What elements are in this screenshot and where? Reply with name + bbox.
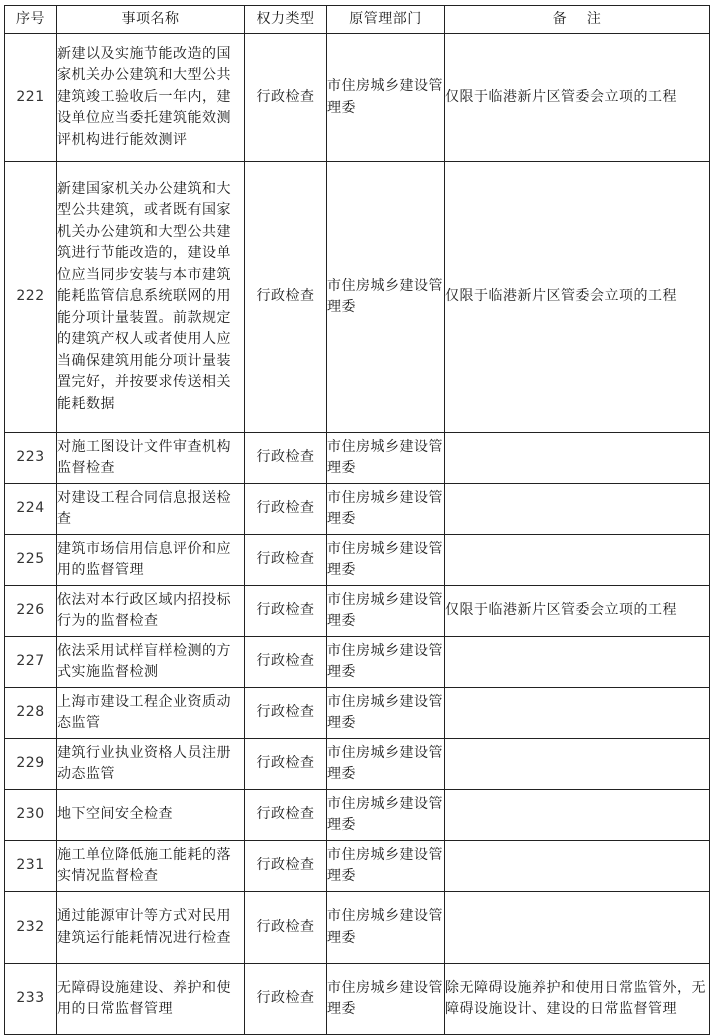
table-row bbox=[5, 535, 710, 586]
remark bbox=[445, 739, 710, 790]
authority-table bbox=[4, 5, 710, 1035]
row-number: 223 bbox=[5, 433, 57, 484]
department: 市住房城乡建设管理委 bbox=[327, 535, 445, 586]
department: 市住房城乡建设管理委 bbox=[327, 637, 445, 688]
table-row bbox=[5, 586, 710, 637]
power-type: 行政检查 bbox=[245, 162, 327, 433]
header-dept: 原管理部门 bbox=[327, 6, 445, 34]
table-row bbox=[5, 484, 710, 535]
row-number: 230 bbox=[5, 790, 57, 841]
power-type: 行政检查 bbox=[245, 892, 327, 964]
department: 市住房城乡建设管理委 bbox=[327, 790, 445, 841]
row-number: 231 bbox=[5, 841, 57, 892]
remark bbox=[445, 841, 710, 892]
power-type: 行政检查 bbox=[245, 637, 327, 688]
table-row bbox=[5, 34, 710, 162]
row-number: 221 bbox=[5, 34, 57, 162]
header-note: 备 注 bbox=[445, 6, 710, 34]
power-type: 行政检查 bbox=[245, 586, 327, 637]
row-number: 222 bbox=[5, 162, 57, 433]
power-type: 行政检查 bbox=[245, 841, 327, 892]
department: 市住房城乡建设管理委 bbox=[327, 739, 445, 790]
item-name: 建筑行业执业资格人员注册动态监管 bbox=[57, 739, 245, 790]
remark: 仅限于临港新片区管委会立项的工程 bbox=[445, 162, 710, 433]
row-number: 228 bbox=[5, 688, 57, 739]
header-no: 序号 bbox=[5, 6, 57, 34]
header-item: 事项名称 bbox=[57, 6, 245, 34]
department: 市住房城乡建设管理委 bbox=[327, 688, 445, 739]
item-name: 上海市建设工程企业资质动态监管 bbox=[57, 688, 245, 739]
department: 市住房城乡建设管理委 bbox=[327, 841, 445, 892]
power-type: 行政检查 bbox=[245, 790, 327, 841]
department: 市住房城乡建设管理委 bbox=[327, 162, 445, 433]
row-number: 227 bbox=[5, 637, 57, 688]
table-row bbox=[5, 162, 710, 433]
item-name: 通过能源审计等方式对民用建筑运行能耗情况进行检查 bbox=[57, 892, 245, 964]
table-row bbox=[5, 433, 710, 484]
table-row bbox=[5, 892, 710, 964]
table-header-row bbox=[5, 6, 710, 34]
remark: 除无障碍设施养护和使用日常监管外，无障碍设施设计、建设的日常监督管理 bbox=[445, 964, 710, 1035]
row-number: 233 bbox=[5, 964, 57, 1035]
department: 市住房城乡建设管理委 bbox=[327, 433, 445, 484]
row-number: 229 bbox=[5, 739, 57, 790]
department: 市住房城乡建设管理委 bbox=[327, 484, 445, 535]
power-type: 行政检查 bbox=[245, 739, 327, 790]
item-name: 建筑市场信用信息评价和应用的监督管理 bbox=[57, 535, 245, 586]
power-type: 行政检查 bbox=[245, 34, 327, 162]
table-row bbox=[5, 688, 710, 739]
row-number: 224 bbox=[5, 484, 57, 535]
table-row bbox=[5, 637, 710, 688]
remark bbox=[445, 535, 710, 586]
remark bbox=[445, 484, 710, 535]
power-type: 行政检查 bbox=[245, 964, 327, 1035]
remark bbox=[445, 790, 710, 841]
item-name: 新建国家机关办公建筑和大型公共建筑，或者既有国家机关办公建筑和大型公共建筑进行节能改造的，建设单位应当同步安装与本市建筑能耗监管信息系统联网的用能分项计量装置。前款规定的建筑产权人或者使用人应当确保建筑用能分项计量装置完好，并按要求传送相关能耗数据 bbox=[57, 162, 245, 433]
remark: 仅限于临港新片区管委会立项的工程 bbox=[445, 34, 710, 162]
item-name: 地下空间安全检查 bbox=[57, 790, 245, 841]
table-row bbox=[5, 841, 710, 892]
header-type: 权力类型 bbox=[245, 6, 327, 34]
department: 市住房城乡建设管理委 bbox=[327, 586, 445, 637]
row-number: 232 bbox=[5, 892, 57, 964]
power-type: 行政检查 bbox=[245, 688, 327, 739]
power-type: 行政检查 bbox=[245, 433, 327, 484]
row-number: 226 bbox=[5, 586, 57, 637]
table-row bbox=[5, 790, 710, 841]
table-row bbox=[5, 739, 710, 790]
remark: 仅限于临港新片区管委会立项的工程 bbox=[445, 586, 710, 637]
remark bbox=[445, 637, 710, 688]
department: 市住房城乡建设管理委 bbox=[327, 892, 445, 964]
remark bbox=[445, 892, 710, 964]
department: 市住房城乡建设管理委 bbox=[327, 964, 445, 1035]
item-name: 依法对本行政区域内招投标行为的监督检查 bbox=[57, 586, 245, 637]
item-name: 对施工图设计文件审查机构监督检查 bbox=[57, 433, 245, 484]
power-type: 行政检查 bbox=[245, 535, 327, 586]
power-type: 行政检查 bbox=[245, 484, 327, 535]
department: 市住房城乡建设管理委 bbox=[327, 34, 445, 162]
remark bbox=[445, 688, 710, 739]
remark bbox=[445, 433, 710, 484]
item-name: 对建设工程合同信息报送检查 bbox=[57, 484, 245, 535]
item-name: 无障碍设施建设、养护和使用的日常监督管理 bbox=[57, 964, 245, 1035]
item-name: 施工单位降低施工能耗的落实情况监督检查 bbox=[57, 841, 245, 892]
row-number: 225 bbox=[5, 535, 57, 586]
item-name: 依法采用试样盲样检测的方式实施监督检测 bbox=[57, 637, 245, 688]
item-name: 新建以及实施节能改造的国家机关办公建筑和大型公共建筑竣工验收后一年内，建设单位应当委托建筑能效测评机构进行能效测评 bbox=[57, 34, 245, 162]
